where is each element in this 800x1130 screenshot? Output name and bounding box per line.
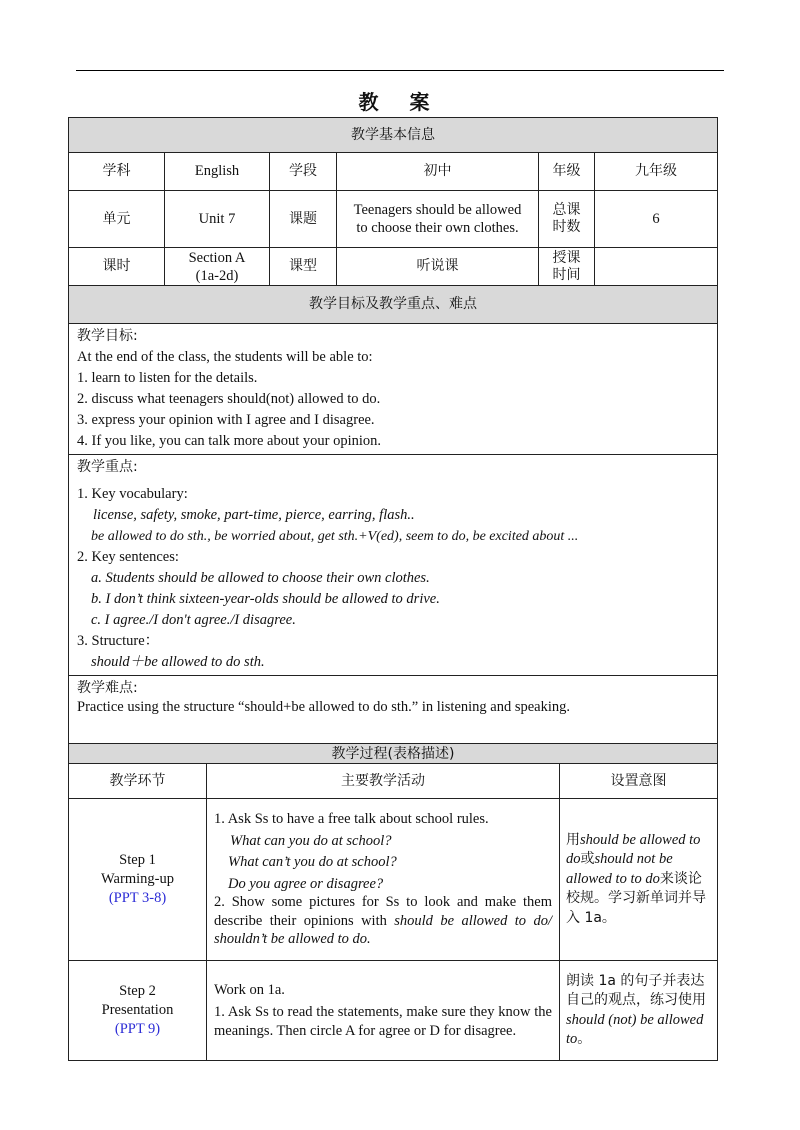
objective-line: 1. learn to listen for the details. bbox=[77, 370, 258, 386]
section-goals: 教学目标及教学重点、难点 bbox=[69, 286, 718, 324]
period-value: Section A (1a-2d) bbox=[165, 248, 270, 286]
difficulties-cell bbox=[69, 676, 718, 744]
topic-label: 课题 bbox=[270, 191, 337, 248]
structure-heading: 3. Structure： bbox=[77, 633, 160, 649]
col-intent: 设置意图 bbox=[560, 764, 718, 799]
vocab-heading: 1. Key vocabulary: bbox=[77, 486, 188, 502]
lesson-type-label: 课型 bbox=[270, 248, 337, 286]
table-row bbox=[69, 799, 718, 961]
sentence-c: c. I agree./I don't agree./I disagree. bbox=[91, 612, 296, 628]
objective-line: 4. If you like, you can talk more about your opinion. bbox=[77, 433, 382, 449]
vocab-list: license, safety, smoke, part-time, pierce, earring, flash.. bbox=[93, 507, 415, 523]
lesson-plan-sheet bbox=[68, 117, 717, 1061]
subject-label: 学科 bbox=[69, 153, 165, 191]
objective-line: 3. express your opinion with I agree and I disagree. bbox=[77, 412, 375, 428]
total-hours-label: 总课 时数 bbox=[539, 191, 595, 248]
col-activity: 主要教学活动 bbox=[207, 764, 560, 799]
basic-info-table bbox=[68, 117, 718, 744]
sentences-heading: 2. Key sentences: bbox=[77, 549, 179, 565]
grade-label: 年级 bbox=[539, 153, 595, 191]
document-title: 教 案 bbox=[358, 90, 442, 114]
process-table bbox=[68, 743, 718, 1061]
structure-value: should＋be allowed to do sth. bbox=[91, 654, 265, 670]
header-rule bbox=[76, 70, 724, 71]
objectives-cell bbox=[69, 324, 718, 455]
vocab-phrases: be allowed to do sth., be worried about, get sth.+V(ed), seem to do, be excited about ... bbox=[91, 529, 579, 544]
sentence-b: b. I don’t think sixteen-year-olds should be allowed to drive. bbox=[91, 591, 440, 607]
key-points-cell bbox=[69, 455, 718, 676]
step-cell: Step 1 Warming-up (PPT 3-8) bbox=[69, 799, 207, 961]
total-hours-value: 6 bbox=[595, 191, 718, 248]
difficulties-heading: 教学难点: bbox=[77, 680, 138, 696]
objectives-heading: 教学目标: bbox=[77, 328, 138, 344]
step-cell: Step 2 Presentation (PPT 9) bbox=[69, 961, 207, 1061]
intent-cell: 用should be allowed to do或should not be allowed to to do来谈论校规。学习新单词并导入 1a。 bbox=[560, 799, 718, 961]
topic-value: Teenagers should be allowed to choose their own clothes. bbox=[337, 191, 539, 248]
period-label: 课时 bbox=[69, 248, 165, 286]
lesson-type-value: 听说课 bbox=[337, 248, 539, 286]
ppt-ref: (PPT 9) bbox=[114, 1021, 161, 1037]
key-points-heading: 教学重点: bbox=[77, 459, 138, 475]
subject-value: English bbox=[165, 153, 270, 191]
unit-value: Unit 7 bbox=[165, 191, 270, 248]
class-time-label: 授课 时间 bbox=[539, 248, 595, 286]
section-basic-info: 教学基本信息 bbox=[69, 118, 718, 153]
stage-value: 初中 bbox=[337, 153, 539, 191]
sentence-a: a. Students should be allowed to choose their own clothes. bbox=[91, 570, 430, 586]
class-time-value bbox=[595, 248, 718, 286]
grade-value: 九年级 bbox=[595, 153, 718, 191]
difficulties-text: Practice using the structure “should+be allowed to do sth.” in listening and speaking. bbox=[77, 699, 571, 715]
objective-line: 2. discuss what teenagers should(not) allowed to do. bbox=[77, 391, 381, 407]
intent-cell: 朗读 1a 的句子并表达自己的观点，练习使用 should (not) be allowed to。 bbox=[560, 961, 718, 1061]
unit-label: 单元 bbox=[69, 191, 165, 248]
objective-line: At the end of the class, the students will be able to: bbox=[77, 349, 373, 365]
activity-cell: Work on 1a. 1. Ask Ss to read the statements, make sure they know the meanings. Then circle A for agree or D for disagree. bbox=[207, 961, 560, 1061]
activity-cell: 1. Ask Ss to have a free talk about school rules. What can you do at school? What can’t you do at school? Do you agree or disagree? 2. Show some pictures for Ss to look and make them describe their opinions with should be allowed to do/ shouldn’t be allowed to do. bbox=[207, 799, 560, 961]
table-row bbox=[69, 961, 718, 1061]
col-step: 教学环节 bbox=[69, 764, 207, 799]
ppt-ref: (PPT 3-8) bbox=[108, 890, 167, 906]
section-process: 教学过程(表格描述) bbox=[69, 744, 718, 764]
stage-label: 学段 bbox=[270, 153, 337, 191]
